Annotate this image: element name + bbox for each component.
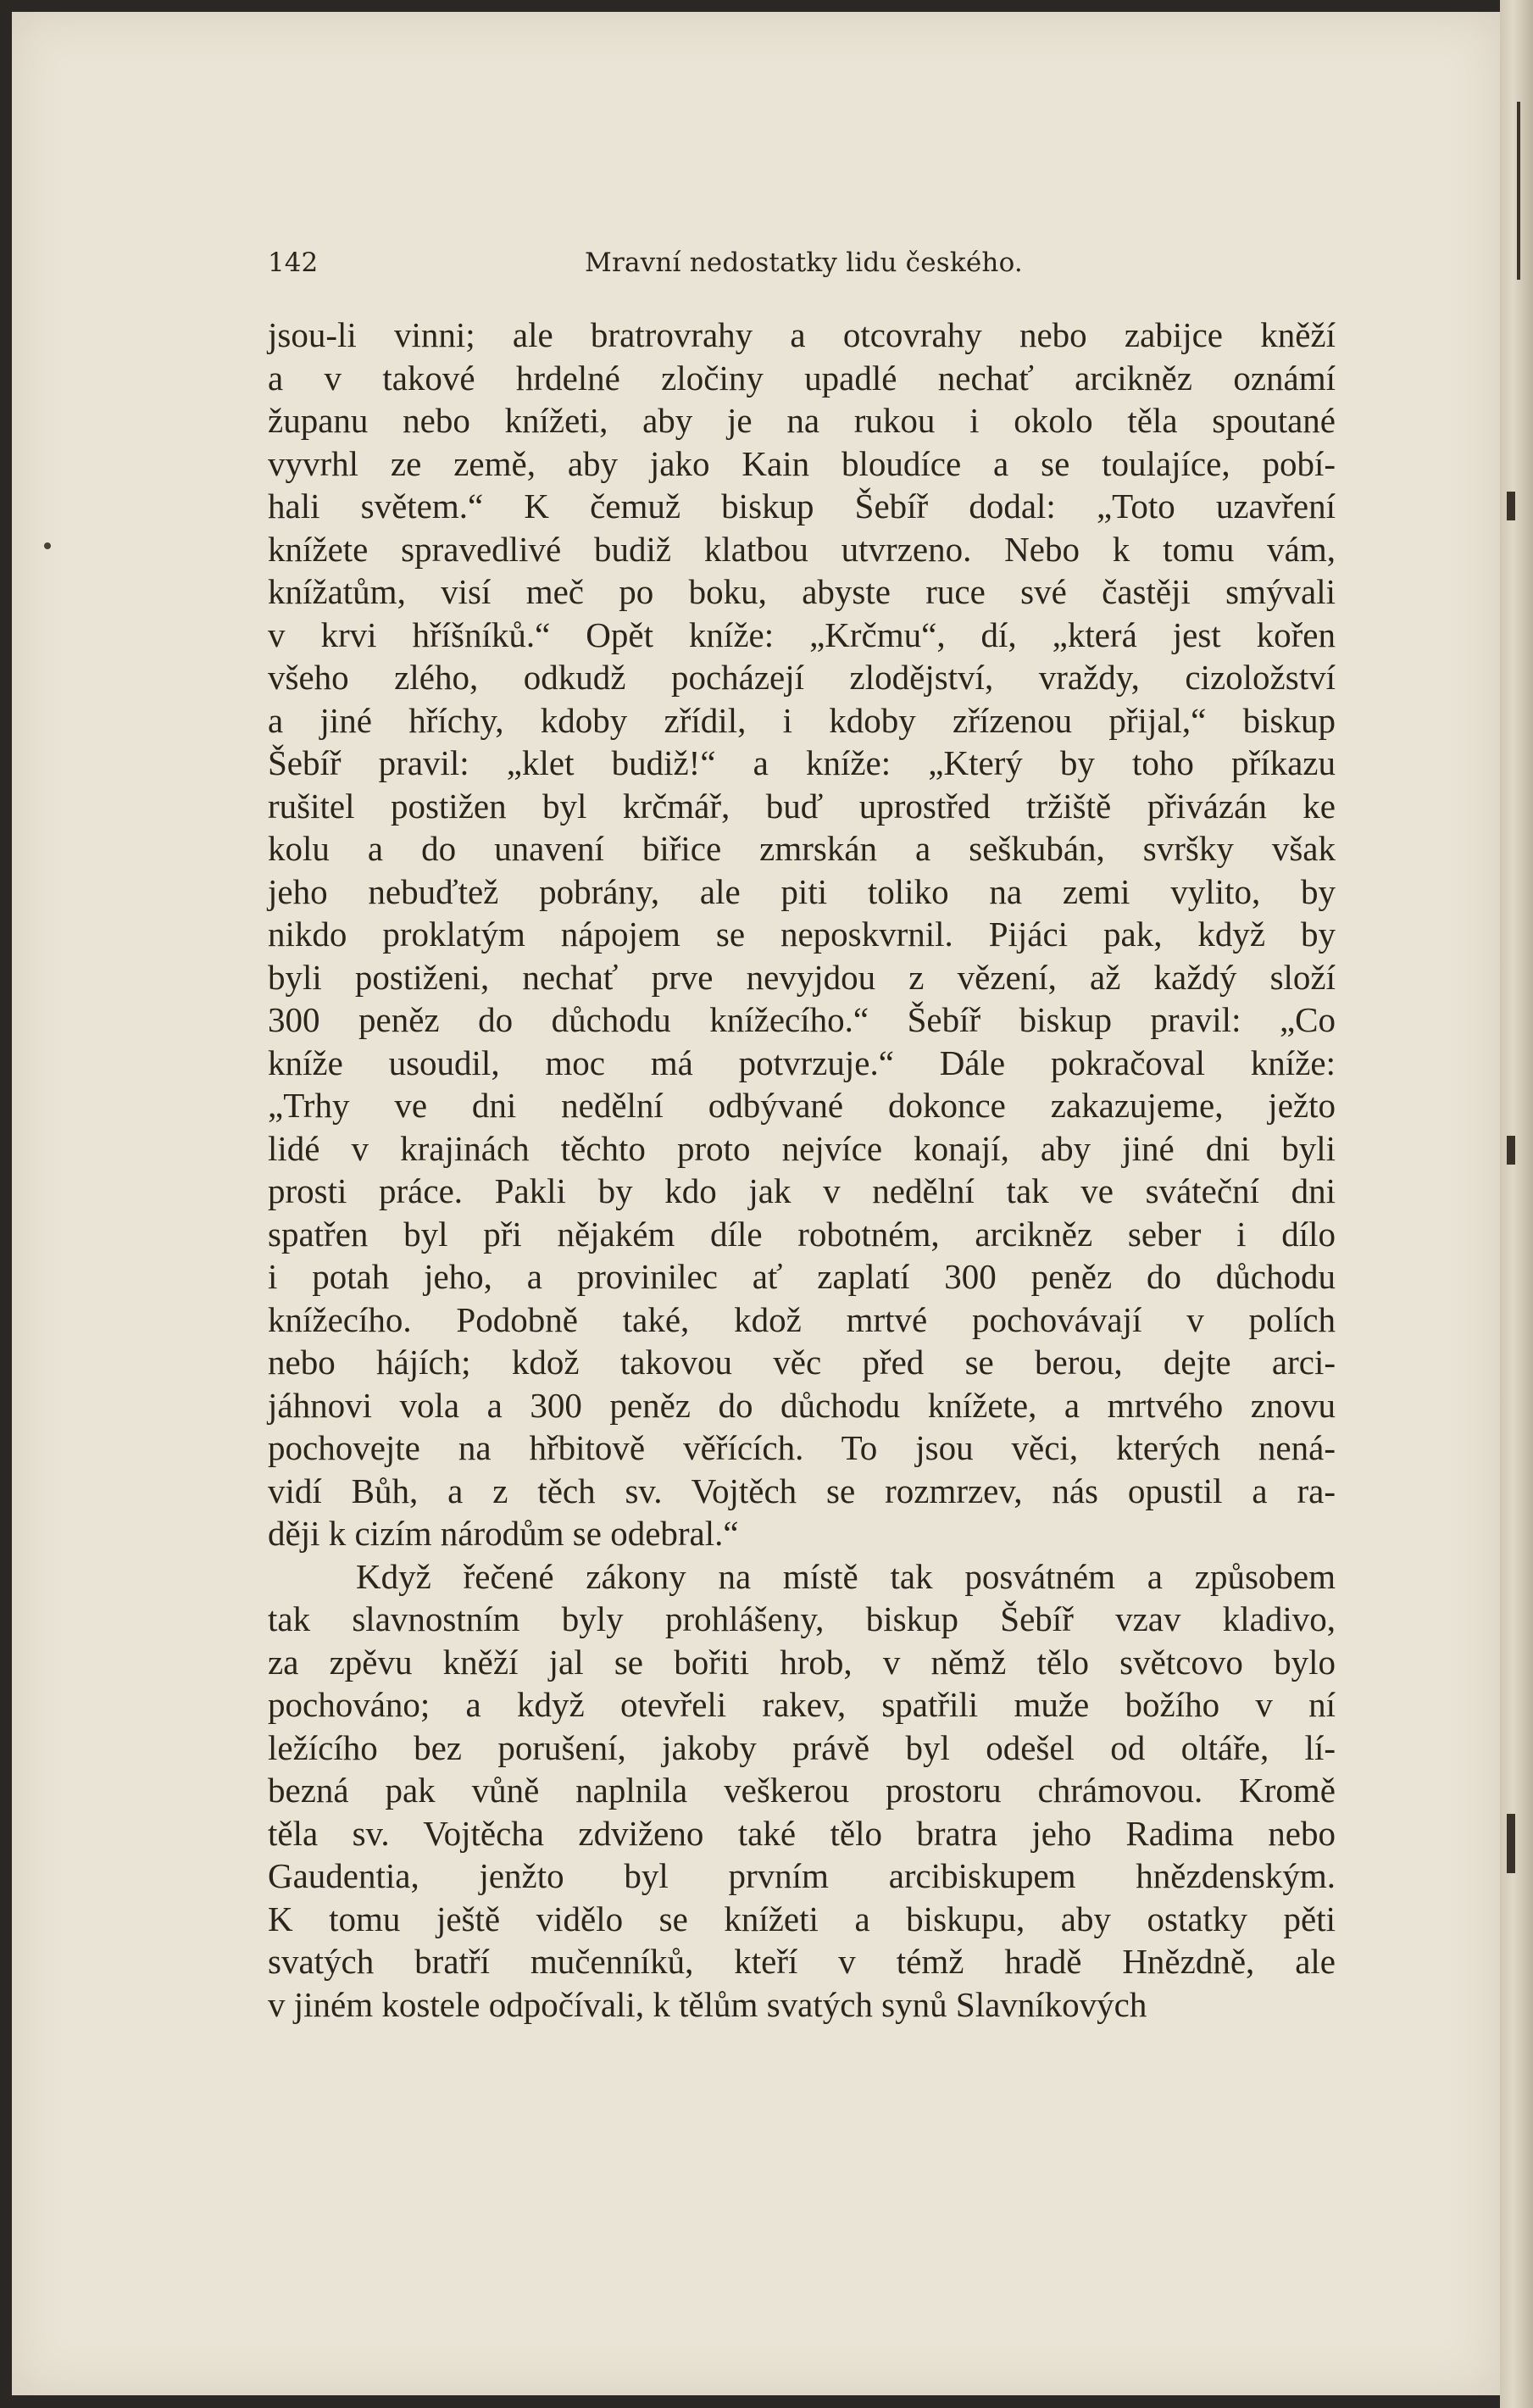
text-line: nebo hájích; kdož takovou věc před se berou, dejte arci- bbox=[268, 1343, 1336, 1382]
margin-dot bbox=[44, 542, 51, 549]
edge-mark bbox=[1507, 1136, 1515, 1165]
text-line: pochovejte na hřbitově věřících. To jsou věci, kterých nená- bbox=[268, 1428, 1336, 1467]
text-line: jeho nebuďtež pobrány, ale piti toliko na zemi vylito, by bbox=[268, 871, 1336, 911]
page-header bbox=[268, 247, 1336, 285]
text-line: „Trhy ve dni nedělní odbývané dokonce zakazujeme, ježto bbox=[268, 1086, 1336, 1125]
text-line: 300 peněz do důchodu knížecího.“ Šebíř biskup pravil: „Co bbox=[268, 1000, 1336, 1039]
text-line: svatých bratří mučenníků, kteří v témž hradě Hnězdně, ale bbox=[268, 1942, 1336, 1981]
text-line: vidí Bůh, a z těch sv. Vojtěch se rozmrzev, nás opustil a ra- bbox=[268, 1471, 1336, 1510]
running-title: Mravní nedostatky lidu českého. bbox=[585, 247, 1023, 278]
text-line: všeho zlého, odkudž pocházejí zlodějství, vraždy, cizoložství bbox=[268, 658, 1336, 697]
text-line: K tomu ještě vidělo se knížeti a biskupu, aby ostatky pěti bbox=[268, 1899, 1336, 1938]
text-line: jáhnovi vola a 300 peněz do důchodu knížete, a mrtvého znovu bbox=[268, 1385, 1336, 1425]
text-line: knížatům, visí meč po boku, abyste ruce své častěji smývali bbox=[268, 572, 1336, 611]
text-line: prosti práce. Pakli by kdo jak v nedělní tak ve sváteční dni bbox=[268, 1171, 1336, 1210]
text-line: v jiném kostele odpočívali, k tělům svatých synů Slavníkových bbox=[268, 1984, 1147, 2024]
edge-mark bbox=[1507, 1814, 1515, 1873]
text-line: nikdo proklatým nápojem se neposkvrnil. Pijáci pak, když by bbox=[268, 915, 1336, 954]
text-line: knížete spravedlivé budiž klatbou utvrzeno. Nebo k tomu vám, bbox=[268, 529, 1336, 569]
text-line: pochováno; a když otevřeli rakev, spatřili muže božího v ní bbox=[268, 1685, 1336, 1724]
page-edge bbox=[1500, 0, 1533, 2408]
body-text bbox=[268, 314, 1336, 2026]
text-line: ději k cizím národům se odebral.“ bbox=[268, 1514, 739, 1553]
text-line: knížecího. Podobně také, kdož mrtvé pochovávají v polích bbox=[268, 1299, 1336, 1339]
text-line: rušitel postižen byl krčmář, buď uprostřed tržiště přivázán ke bbox=[268, 786, 1336, 826]
text-line: bezná pak vůně naplnila veškerou prostoru chrámovou. Kromě bbox=[268, 1771, 1336, 1810]
text-line: tak slavnostním byly prohlášeny, biskup Šebíř vzav kladivo, bbox=[268, 1599, 1336, 1638]
text-line: v krvi hříšníků.“ Opět kníže: „Krčmu“, dí, „která jest kořen bbox=[268, 615, 1336, 654]
text-line: ležícího bez porušení, jakoby právě byl odešel od oltáře, lí- bbox=[268, 1727, 1336, 1767]
text-line: Šebíř pravil: „klet budiž!“ a kníže: „Který by toho příkazu bbox=[268, 743, 1336, 782]
text-line: a v takové hrdelné zločiny upadlé nechať arcikněz oznámí bbox=[268, 358, 1336, 398]
text-line: jsou-li vinni; ale bratrovrahy a otcovrahy nebo zabijce kněží bbox=[268, 315, 1336, 354]
text-line: spatřen byl při nějakém díle robotném, arcikněz seber i dílo bbox=[268, 1214, 1336, 1254]
text-line: za zpěvu kněží jal se bořiti hrob, v němž tělo světcovo bylo bbox=[268, 1642, 1336, 1682]
text-line: kolu a do unavení biřice zmrskán a seškubán, svršky však bbox=[268, 829, 1336, 868]
text-line: a jiné hříchy, kdoby zřídil, i kdoby zřízenou přijal,“ biskup bbox=[268, 700, 1336, 740]
edge-mark bbox=[1517, 102, 1520, 280]
text-line: i potah jeho, a provinilec ať zaplatí 300 peněz do důchodu bbox=[268, 1257, 1336, 1296]
page-number: 142 bbox=[268, 247, 319, 278]
text-line: hali světem.“ K čemuž biskup Šebíř dodal: „Toto uzavření bbox=[268, 487, 1336, 526]
text-line: byli postiženi, nechať prve nevyjdou z vězení, až každý složí bbox=[268, 957, 1336, 997]
text-line: Když řečené zákony na místě tak posvátném a způsobem bbox=[356, 1556, 1336, 1596]
text-line: Gaudentia, jenžto byl prvním arcibiskupem hnězdenským. bbox=[268, 1856, 1336, 1895]
text-line: těla sv. Vojtěcha zdviženo také tělo bratra jeho Radima nebo bbox=[268, 1813, 1336, 1853]
text-line: lidé v krajinách těchto proto nejvíce konají, aby jiné dni byli bbox=[268, 1128, 1336, 1168]
text-line: kníže usoudil, moc má potvrzuje.“ Dále pokračoval kníže: bbox=[268, 1043, 1336, 1082]
text-line: vyvrhl ze země, aby jako Kain bloudíce a se toulajíce, pobí- bbox=[268, 443, 1336, 483]
edge-mark bbox=[1507, 492, 1515, 520]
text-line: županu nebo knížeti, aby je na rukou i okolo těla spoutané bbox=[268, 401, 1336, 440]
